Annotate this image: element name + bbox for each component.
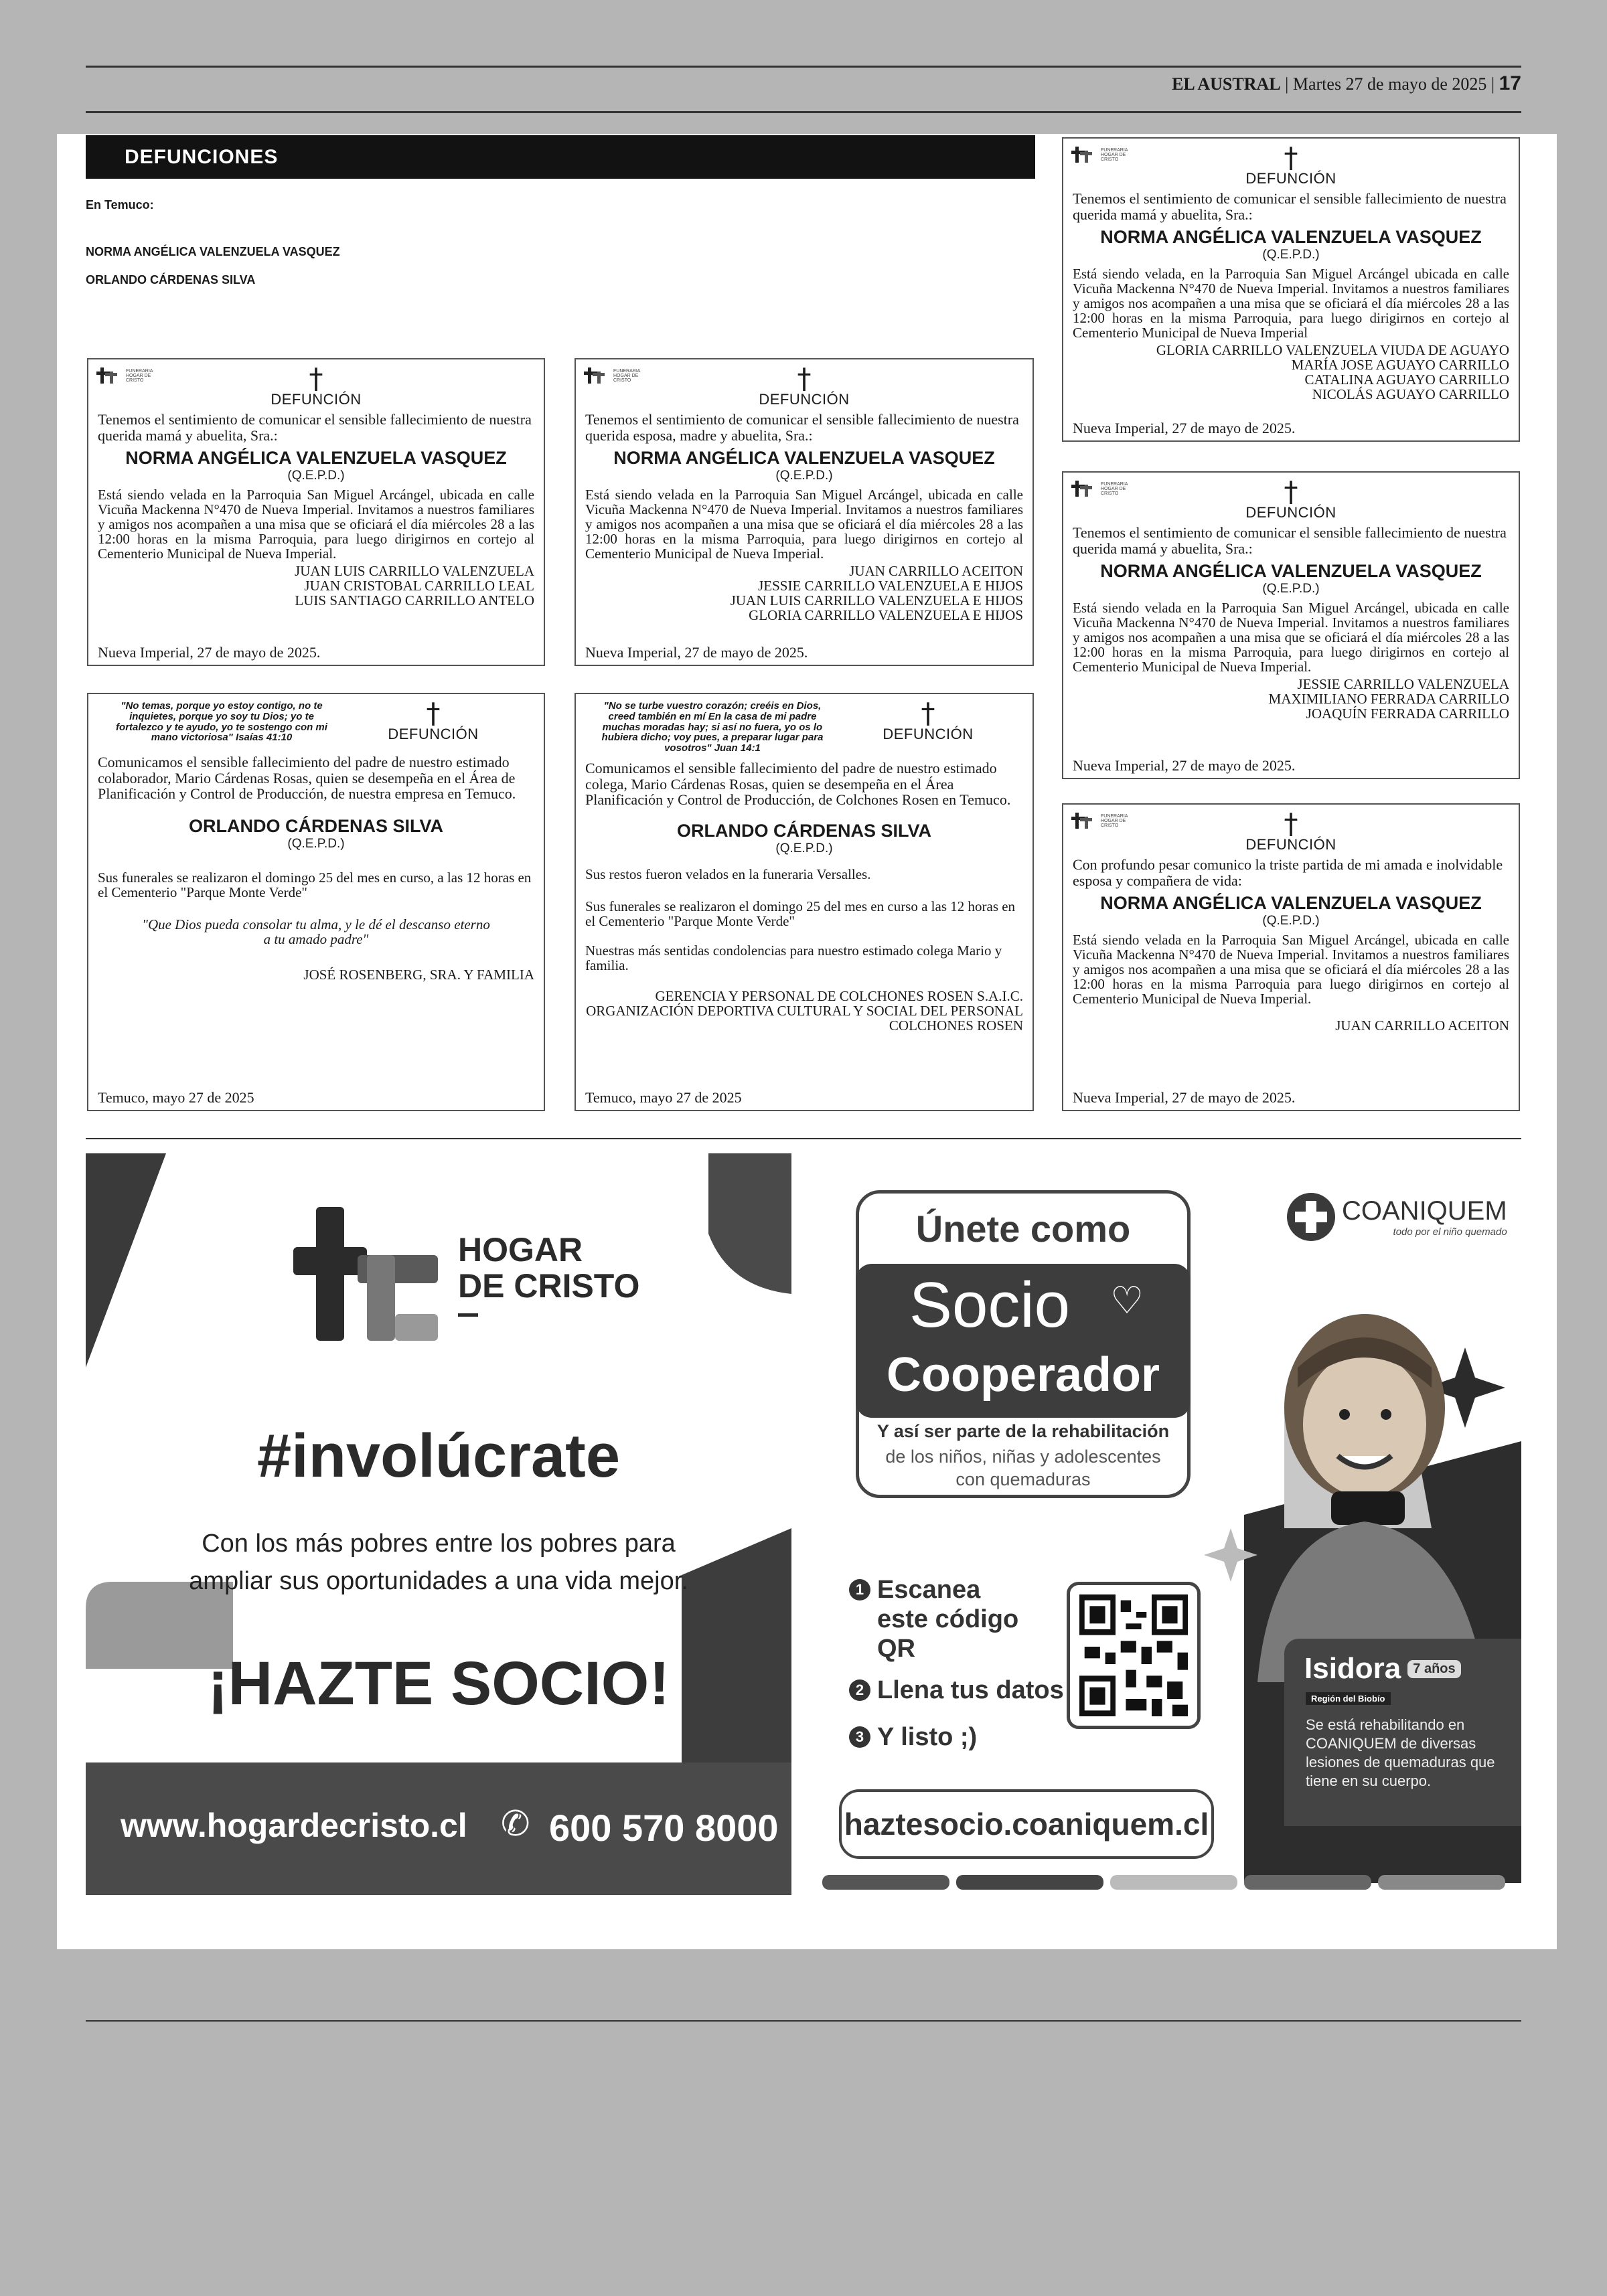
notice-intro: Comunicamos el sensible fallecimiento del padre de nuestro estimado colaborador, Mario Cárdenas Rosas, quien se desempeña en el Área de Planificación y Control de Producción, de nuestra empresa en Temuco. <box>98 753 516 803</box>
section-name-1: NORMA ANGÉLICA VALENZUELA VASQUEZ <box>86 245 340 258</box>
notice-heading: DEFUNCIÓN <box>271 391 362 408</box>
qepd: (Q.E.P.D.) <box>287 837 345 851</box>
hogar-de-cristo-icon <box>1070 479 1097 498</box>
deceased-name: ORLANDO CÁRDENAS SILVA <box>676 821 931 841</box>
hogar-de-cristo-icon <box>583 366 609 385</box>
step-3: 3 Y listo ;) <box>849 1722 1064 1752</box>
logo-text: FUNERARIA HOGAR DE CRISTO <box>1101 481 1128 496</box>
step-1: 1 Escanea este código QR <box>849 1575 1064 1663</box>
phone-number-link[interactable]: 600 570 8000 <box>549 1807 779 1849</box>
notice-norma-3 <box>1062 137 1520 442</box>
notice-norma-1 <box>87 358 545 666</box>
steps <box>849 1575 1064 1752</box>
notice-intro: Comunicamos el sensible fallecimiento del padre de nuestro estimado colega, Mario Cárdenas Rosas, quien se desempeña en el Área Planificación y Control de Producción, de Colchones Rosen en Temuco. <box>585 759 1011 809</box>
logo-text: FUNERARIA HOGAR DE CRISTO <box>126 368 153 383</box>
brand-tagline: todo por el niño quemado <box>1393 1226 1507 1238</box>
signer: JUAN CARRILLO ACEITON <box>849 563 1023 580</box>
headline-cooperador: Cooperador <box>886 1348 1160 1402</box>
signer: GLORIA CARRILLO VALENZUELA VIUDA DE AGUAYO <box>1156 342 1509 359</box>
notice-heading: DEFUNCIÓN <box>1245 170 1336 187</box>
coaniquem-url-link[interactable]: haztesocio.coaniquem.cl <box>839 1789 1214 1859</box>
signer: JUAN LUIS CARRILLO VALENZUELA E HIJOS <box>730 592 1023 609</box>
phone-icon: ✆ <box>501 1804 530 1844</box>
notice-intro: Tenemos el sentimiento de comunicar el sensible fallecimiento de nuestra querida mamá y abuelita, Sra.: <box>1073 189 1507 223</box>
qepd: (Q.E.P.D.) <box>287 469 345 483</box>
signers <box>585 564 1023 623</box>
cta-hazte-socio[interactable]: ¡HAZTE SOCIO! <box>208 1649 670 1718</box>
notice-orlando-2 <box>575 693 1034 1111</box>
funeraria-logo <box>1070 811 1128 830</box>
signer: JESSIE CARRILLO VALENZUELA <box>1297 676 1509 693</box>
cross-icon: † <box>1284 475 1298 508</box>
logo-text: FUNERARIA HOGAR DE CRISTO <box>1101 813 1128 828</box>
deceased-name: NORMA ANGÉLICA VALENZUELA VASQUEZ <box>125 448 507 469</box>
notice-heading: DEFUNCIÓN <box>388 726 479 742</box>
cross-icon: † <box>921 697 935 730</box>
notice-date: Nueva Imperial, 27 de mayo de 2025. <box>1073 1089 1296 1106</box>
signer: MARÍA JOSE AGUAYO CARRILLO <box>1291 357 1509 374</box>
notice-heading: DEFUNCIÓN <box>1245 504 1336 521</box>
hogar-de-cristo-icon <box>1070 145 1097 164</box>
subheadline-bold: Y así ser parte de la rehabilitación <box>876 1421 1170 1441</box>
cross-icon: † <box>426 697 441 730</box>
notice-body: Está siendo velada en la Parroquia San Miguel Arcángel, ubicada en calle Vicuña Mackenna N°470 de Nueva Imperial. Invitamos a nuestros familiares y amigos nos acompañen a una misa que se oficiará el día miércoles 28 a las 12:00 horas en la misma Parroquia, para luego dirigirnos en cortejo al Cementerio Municipal de Nueva Imperial. <box>1073 599 1509 675</box>
notice-intro: Tenemos el sentimiento de comunicar el sensible fallecimiento de nuestra querida esposa, madre y abuelita, Sra.: <box>585 410 1019 444</box>
cross-icon: † <box>797 362 812 395</box>
signers <box>1073 677 1509 721</box>
signers <box>1073 1018 1509 1033</box>
deceased-name: NORMA ANGÉLICA VALENZUELA VASQUEZ <box>1100 561 1482 582</box>
notice-norma-4 <box>1062 471 1520 779</box>
deceased-name: ORLANDO CÁRDENAS SILVA <box>188 816 443 836</box>
notice-date: Temuco, mayo 27 de 2025 <box>98 1089 254 1106</box>
velado-info: Sus restos fueron velados en la funeraria Versalles. <box>585 866 871 882</box>
notice-date: Temuco, mayo 27 de 2025 <box>585 1089 742 1106</box>
signer: GERENCIA Y PERSONAL DE COLCHONES ROSEN S.A.I.C. <box>655 987 1023 1004</box>
funeraria-logo <box>583 366 640 385</box>
qepd: (Q.E.P.D.) <box>1262 914 1320 928</box>
notice-date: Nueva Imperial, 27 de mayo de 2025. <box>1073 420 1296 437</box>
signer: CATALINA AGUAYO CARRILLO <box>1304 372 1509 388</box>
funeraria-logo <box>1070 479 1128 498</box>
notice-heading: DEFUNCIÓN <box>883 726 974 742</box>
notice-body: Está siendo velada en la Parroquia San Miguel Arcángel, ubicada en calle Vicuña Mackenna N°470 de Nueva Imperial. Invitamos a nuestros familiares y amigos nos acompañen a una misa que se oficiará el día miércoles 28 a las 12:00 horas en la misma Parroquia para luego dirigirnos en cortejo al Cementerio Municipal de Nueva Imperial. <box>1073 931 1509 1007</box>
paper-name: EL AUSTRAL <box>1172 74 1281 94</box>
signers <box>585 989 1023 1033</box>
notice-intro: Tenemos el sentimiento de comunicar el sensible fallecimiento de nuestra querida mamá y abuelita, Sra.: <box>1073 523 1507 557</box>
notice-norma-5 <box>1062 803 1520 1111</box>
signer: JESSIE CARRILLO VALENZUELA E HIJOS <box>758 578 1023 594</box>
bottom-rule <box>86 2020 1521 2022</box>
notice-body: Está siendo velada en la Parroquia San Miguel Arcángel, ubicada en calle Vicuña Mackenna N°470 de Nueva Imperial. Invitamos a nuestros familiares y amigos nos acompañen a una misa que se oficiará el día miércoles 28 a las 12:00 horas en la misma Parroquia, para luego dirigirnos en cortejo al Cementerio Municipal de Nueva Imperial. <box>585 486 1023 562</box>
signer: JOAQUÍN FERRADA CARRILLO <box>1306 706 1509 722</box>
ad-hogar-de-cristo[interactable] <box>86 1153 791 1895</box>
notice-body: Está siendo velada en la Parroquia San Miguel Arcángel, ubicada en calle Vicuña Mackenna N°470 de Nueva Imperial. Invitamos a nuestros familiares y amigos nos acompañen a una misa que se oficiará el día miércoles 28 a las 12:00 horas en la misma Parroquia, para luego dirigirnos en cortejo al Cementerio Municipal de Nueva Imperial. <box>98 486 534 562</box>
coaniquem-cross-icon <box>1284 1190 1338 1244</box>
funeral-info: Sus funerales se realizaron el domingo 25 del mes en curso, a las 12 horas en el Cementerio "Parque Monte Verde" <box>98 869 532 900</box>
section-header: DEFUNCIONES <box>86 135 1035 179</box>
signer: JUAN CRISTOBAL CARRILLO LEAL <box>304 578 534 594</box>
hogar-de-cristo-icon <box>95 366 122 385</box>
funeraria-logo <box>1070 145 1128 164</box>
closing-phrase: "Que Dios pueda consolar tu alma, y le dé el descanso eterno a tu amado padre" <box>142 916 490 948</box>
subheadline: de los niños, niñas y adolescentes con quemaduras <box>885 1447 1161 1489</box>
headline-line1: Únete como <box>876 1207 1170 1250</box>
qepd: (Q.E.P.D.) <box>775 841 833 856</box>
section-city: En Temuco: <box>86 198 154 212</box>
signers <box>98 564 534 608</box>
logo-text: FUNERARIA HOGAR DE CRISTO <box>613 368 641 383</box>
funeral-info: Sus funerales se realizaron el domingo 25 del mes en curso a las 12 horas en el Cementerio "Parque Monte Verde" <box>585 898 1016 929</box>
notice-heading: DEFUNCIÓN <box>759 391 850 408</box>
hashtag: #involúcrate <box>257 1422 620 1490</box>
signers <box>1073 343 1509 402</box>
qr-code-icon <box>1079 1594 1188 1716</box>
masthead: EL AUSTRAL | Martes 27 de mayo de 2025 | 17 <box>1172 72 1521 94</box>
section-name-2: ORLANDO CÁRDENAS SILVA <box>86 273 256 286</box>
qepd: (Q.E.P.D.) <box>1262 248 1320 262</box>
brand-name: COANIQUEM <box>1342 1196 1507 1226</box>
notice-date: Nueva Imperial, 27 de mayo de 2025. <box>98 644 321 661</box>
ad-coaniquem[interactable] <box>816 1153 1521 1895</box>
signers <box>98 967 534 982</box>
issue-date: Martes 27 de mayo de 2025 <box>1292 74 1487 94</box>
signer: NICOLÁS AGUAYO CARRILLO <box>1312 386 1509 403</box>
tagline: Con los más pobres entre los pobres para ampliar sus oportunidades a una vida mejor. <box>189 1530 688 1595</box>
child-region: Región del Biobío <box>1306 1692 1391 1705</box>
notice-date: Nueva Imperial, 27 de mayo de 2025. <box>585 644 808 661</box>
top-rule <box>86 66 1521 68</box>
coaniquem-logo <box>1284 1190 1507 1244</box>
signer: MAXIMILIANO FERRADA CARRILLO <box>1268 691 1509 708</box>
hogar-de-cristo-logo-icon <box>293 1207 441 1341</box>
deceased-name: NORMA ANGÉLICA VALENZUELA VASQUEZ <box>1100 893 1482 914</box>
deceased-name: NORMA ANGÉLICA VALENZUELA VASQUEZ <box>613 448 995 469</box>
logo-text: FUNERARIA HOGAR DE CRISTO <box>1101 147 1128 162</box>
notice-date: Nueva Imperial, 27 de mayo de 2025. <box>1073 757 1296 774</box>
child-name-row: Isidora 7 años <box>1304 1652 1461 1686</box>
bible-quote: "No se turbe vuestro corazón; creéis en Dios, creed también en mí En la casa de mi padre muchas moradas hay; si así no fuera, yo os lo hubiera dicho; voy pues, a preparar lugar para vosotros" Juan 14:1 <box>601 700 824 754</box>
brand-line-1: HOGAR <box>458 1230 583 1268</box>
heart-hand-icon: ♡ <box>1110 1279 1144 1323</box>
deceased-name: NORMA ANGÉLICA VALENZUELA VASQUEZ <box>1100 227 1482 248</box>
bible-quote: "No temas, porque yo estoy contigo, no te inquietes, porque yo soy tu Dios; yo te fortalezco y te ayudo, yo te sostengo con mi mano victoriosa" Isaías 41:10 <box>116 700 327 744</box>
cross-icon: † <box>1284 807 1298 840</box>
qepd: (Q.E.P.D.) <box>775 469 833 483</box>
step-2: 2 Llena tus datos <box>849 1675 1064 1705</box>
cross-icon: † <box>309 362 323 395</box>
signer: JOSÉ ROSENBERG, SRA. Y FAMILIA <box>303 967 534 983</box>
page-number: 17 <box>1499 72 1521 94</box>
brand-line-2: DE CRISTO <box>458 1266 640 1305</box>
signer: JUAN LUIS CARRILLO VALENZUELA <box>295 563 534 580</box>
hogar-de-cristo-icon <box>1070 811 1097 830</box>
notice-intro: Con profundo pesar comunico la triste partida de mi amada e inolvidable esposa y compañera de vida: <box>1073 855 1503 889</box>
signer: GLORIA CARRILLO VALENZUELA E HIJOS <box>749 607 1023 624</box>
signer: COLCHONES ROSEN <box>889 1017 1023 1034</box>
child-photo <box>1231 1307 1521 1682</box>
condolences: Nuestras más sentidas condolencias para nuestro estimado colega Mario y familia. <box>585 942 1002 973</box>
masthead-rule <box>86 111 1521 113</box>
notice-body: Está siendo velada, en la Parroquia San Miguel Arcángel ubicada en calle Vicuña Mackenna N°470 de Nueva Imperial. Invitamos a nuestros familiares y amigos nos acompañen a una misa que se oficiará el día miércoles 28 a las 12:00 horas en la misma Parroquia, para luego dirigirnos en cortejo al Cementerio Municipal de Nueva Imperial <box>1073 265 1509 341</box>
signer: JUAN CARRILLO ACEITON <box>1335 1017 1509 1034</box>
headline-socio: Socio <box>909 1269 1071 1341</box>
ads-rule <box>86 1138 1521 1139</box>
notice-orlando-1 <box>87 693 545 1111</box>
notice-heading: DEFUNCIÓN <box>1245 836 1336 853</box>
hogar-url-link[interactable]: www.hogardecristo.cl <box>121 1807 467 1844</box>
signer: ORGANIZACIÓN DEPORTIVA CULTURAL Y SOCIAL DEL PERSONAL <box>586 1002 1023 1019</box>
notice-intro: Tenemos el sentimiento de comunicar el sensible fallecimiento de nuestra querida mamá y abuelita, Sra.: <box>98 410 532 444</box>
notice-norma-2 <box>575 358 1034 666</box>
cross-icon: † <box>1284 141 1298 174</box>
qr-code[interactable] <box>1067 1582 1201 1729</box>
funeraria-logo <box>95 366 153 385</box>
child-description: Se está rehabilitando en COANIQUEM de diversas lesiones de quemaduras que tiene en su cuerpo. <box>1306 1716 1495 1789</box>
qepd: (Q.E.P.D.) <box>1262 582 1320 596</box>
signer: LUIS SANTIAGO CARRILLO ANTELO <box>295 592 534 609</box>
